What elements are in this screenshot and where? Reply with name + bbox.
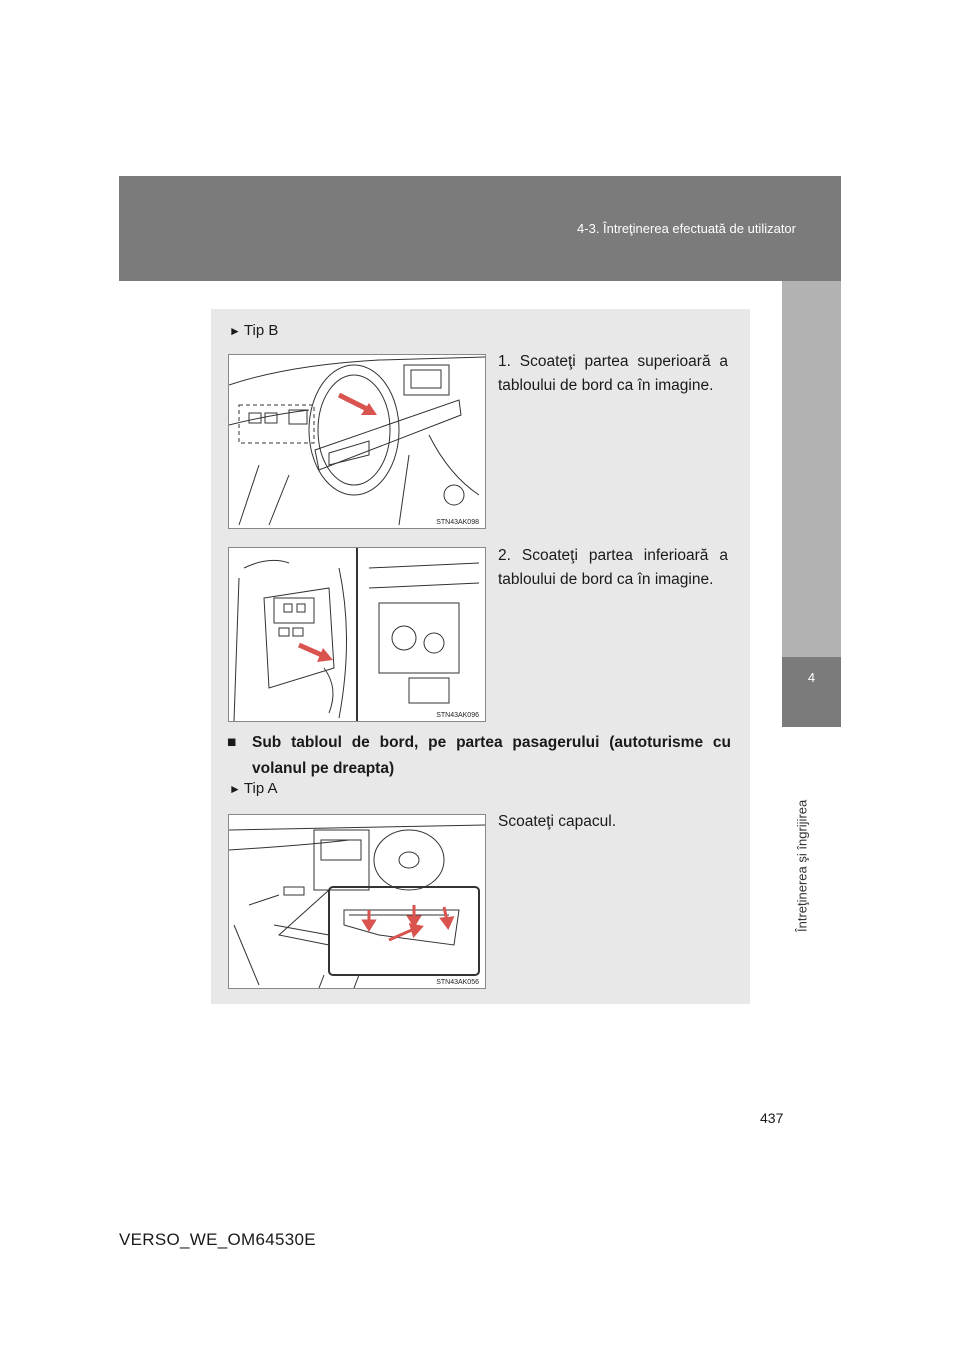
figure-upper-dashboard-removal [228, 354, 486, 529]
cover-removal-illustration [229, 815, 485, 988]
document-footer: VERSO_WE_OM64530E [119, 1230, 316, 1249]
type-b-label: ► Tip B [229, 322, 279, 339]
page-number: 437 [760, 1110, 784, 1126]
step-2-text: 2. Scoateţi partea inferioară a tabloului de bord ca în imagine. [498, 547, 728, 588]
figure-cover-removal [228, 814, 486, 989]
chapter-title-vertical: Întreţinerea şi îngrijirea [794, 799, 810, 932]
square-bullet-icon: ■ [227, 734, 237, 751]
figure-code: STN43AK056 [436, 979, 479, 986]
header-title: 4-3. Întreţinerea efectuată de utilizator [577, 221, 796, 236]
upper-dashboard-illustration [229, 355, 485, 528]
lower-dashboard-illustration [229, 548, 485, 721]
triangle-arrow-icon: ► [229, 324, 241, 338]
triangle-arrow-icon: ► [229, 782, 241, 796]
side-tab [782, 281, 841, 657]
step-1-text: 1. Scoateţi partea superioară a tabloului de bord ca în imagine. [498, 353, 728, 394]
type-a-label: ► Tip A [229, 780, 278, 797]
chapter-header [119, 176, 841, 281]
step-3-text: Scoateţi capacul. [498, 813, 617, 830]
side-tab-marker [782, 657, 841, 727]
figure-code: STN43AK096 [436, 712, 479, 719]
chapter-number: 4 [807, 670, 816, 685]
figure-lower-dashboard-removal [228, 547, 486, 722]
figure-code: STN43AK098 [436, 519, 479, 526]
section-heading: ■ Sub tabloul de bord, pe partea pasagerului (autoturisme cu volanul pe dreapta) [227, 730, 731, 782]
